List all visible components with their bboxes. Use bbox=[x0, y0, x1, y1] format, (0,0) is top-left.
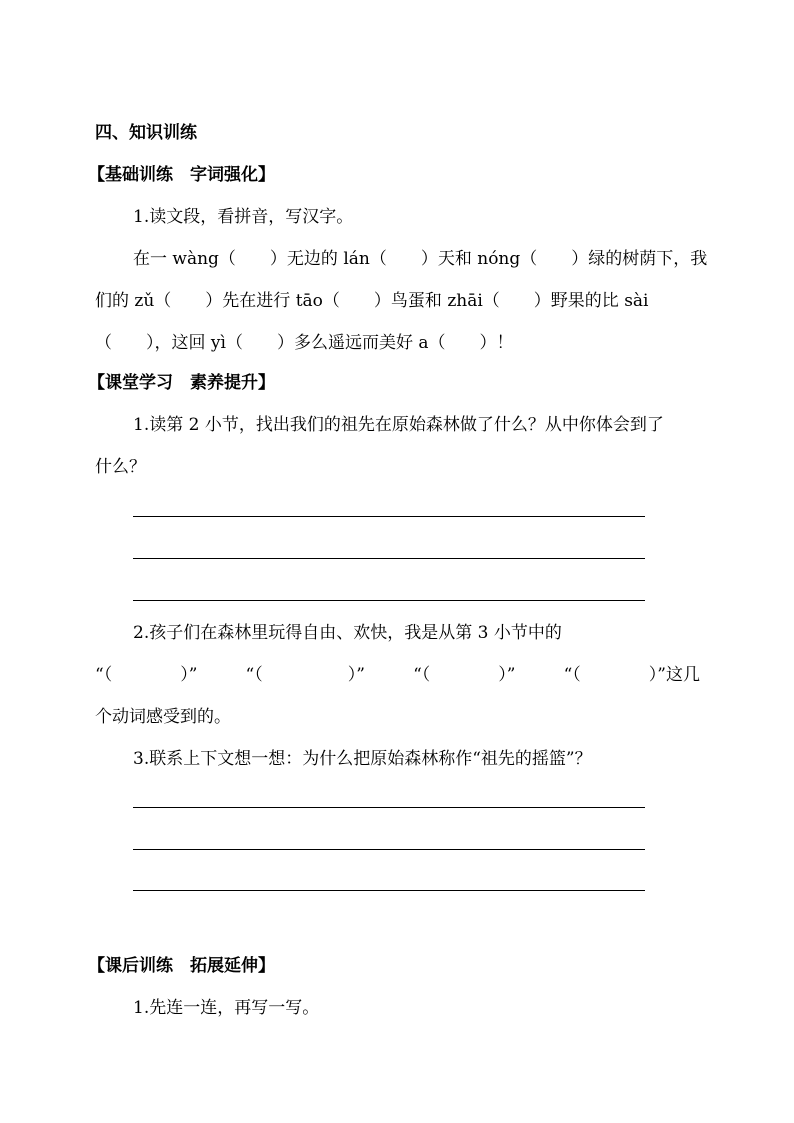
verb-blank[interactable]: “（ ）” bbox=[95, 665, 198, 685]
classroom-q1-line1: 1.读第 2 小节，找出我们的祖先在原始森林做了什么？从中你体会到了 bbox=[133, 415, 664, 435]
classroom-q2-line3: 个动词感受到的。 bbox=[95, 707, 231, 727]
after-q1-prompt: 1.先连一连，再写一写。 bbox=[133, 998, 320, 1018]
answer-line[interactable] bbox=[133, 600, 645, 601]
answer-line[interactable] bbox=[133, 516, 645, 517]
answer-line[interactable] bbox=[133, 849, 645, 850]
basic-training-heading: 【基础训练 字词强化】 bbox=[88, 165, 275, 185]
answer-line[interactable] bbox=[133, 807, 645, 808]
verb-blank[interactable]: “（ ）” bbox=[413, 665, 516, 685]
basic-q1-passage-line3: （ ），这回 yì（ ）多么遥远而美好 a（ ）！ bbox=[95, 333, 514, 353]
verb-blank[interactable]: “（ ）”这几 bbox=[563, 665, 700, 685]
basic-q1-prompt: 1.读文段，看拼音，写汉字。 bbox=[133, 207, 354, 227]
classroom-q2-blanks-row bbox=[95, 663, 700, 687]
section-title: 四、知识训练 bbox=[95, 123, 197, 143]
basic-q1-passage-line1: 在一 wàng（ ）无边的 lán（ ）天和 nóng（ ）绿的树荫下，我 bbox=[133, 249, 708, 269]
classroom-q3-prompt: 3.联系上下文想一想：为什么把原始森林称作“祖先的摇篮”？ bbox=[133, 749, 592, 769]
basic-q1-passage-line2: 们的 zǔ（ ）先在进行 tāo（ ）鸟蛋和 zhāi（ ）野果的比 sài bbox=[95, 291, 649, 311]
classroom-q2-line1: 2.孩子们在森林里玩得自由、欢快，我是从第 3 小节中的 bbox=[133, 623, 562, 643]
after-class-heading: 【课后训练 拓展延伸】 bbox=[88, 956, 275, 976]
classroom-heading: 【课堂学习 素养提升】 bbox=[88, 373, 275, 393]
answer-line[interactable] bbox=[133, 890, 645, 891]
classroom-q1-line2: 什么？ bbox=[95, 457, 146, 477]
answer-line[interactable] bbox=[133, 558, 645, 559]
verb-blank[interactable]: “（ ）” bbox=[245, 665, 365, 685]
